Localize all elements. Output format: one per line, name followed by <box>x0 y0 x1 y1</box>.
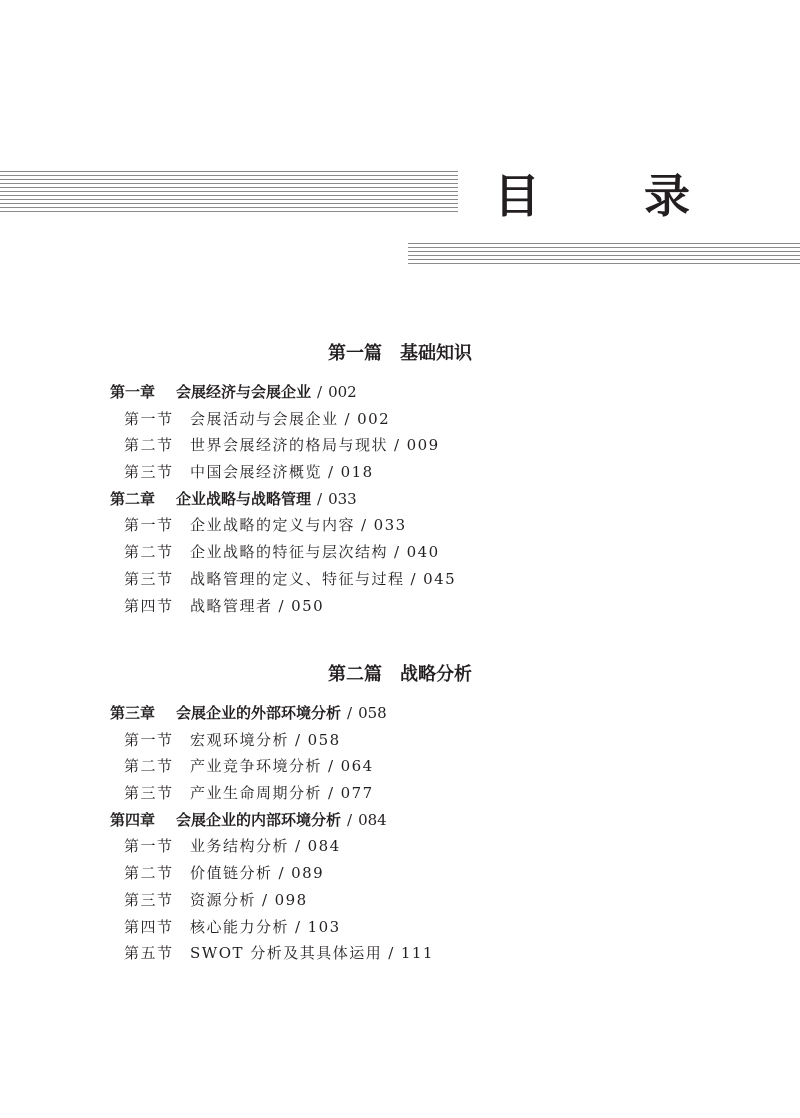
page-separator: / <box>295 837 302 856</box>
section-number: 第三节 <box>124 463 174 482</box>
page-number: 018 <box>340 463 374 482</box>
page-number: 089 <box>291 864 325 883</box>
section-title: 核心能力分析 <box>190 917 290 936</box>
part-heading: 第一篇 基础知识 <box>328 343 472 364</box>
page-separator: / <box>262 890 269 909</box>
section-title: 宏观环境分析 <box>190 730 290 749</box>
page-number: 045 <box>423 569 457 588</box>
section-title: 业务结构分析 <box>190 837 290 856</box>
page-separator: / <box>410 569 418 588</box>
page-separator: / <box>394 543 401 562</box>
page-number: 077 <box>340 784 374 803</box>
section-title: 产业生命周期分析 <box>190 784 323 803</box>
section-number: 第三节 <box>124 784 174 803</box>
page-number: 058 <box>307 730 341 749</box>
page-separator: / <box>361 516 368 535</box>
section-title: SWOT 分析及其具体运用 <box>190 944 383 963</box>
page-separator: / <box>347 810 353 829</box>
section-number: 第三节 <box>124 569 174 588</box>
page-separator: / <box>328 757 335 776</box>
page-separator: / <box>328 463 335 482</box>
section-title: 世界会展经济的格局与现状 <box>190 436 389 455</box>
section-title: 会展活动与会展企业 <box>190 409 339 428</box>
page-separator: / <box>278 864 286 883</box>
page-number: 084 <box>358 810 387 829</box>
chapter-number: 第二章 <box>110 489 156 508</box>
page-separator: / <box>295 730 302 749</box>
toc-section-entry[interactable] <box>0 727 800 754</box>
page-separator: / <box>347 704 353 722</box>
page-number: 103 <box>307 917 341 936</box>
page-number: 058 <box>358 704 387 722</box>
toc-section-entry[interactable] <box>0 539 800 566</box>
toc-section-entry[interactable] <box>0 566 800 593</box>
section-number: 第二节 <box>124 436 174 455</box>
page-separator: / <box>317 489 323 508</box>
toc-section-entry[interactable] <box>0 753 800 780</box>
toc-part-2-entries <box>0 700 800 967</box>
page-number: 098 <box>274 890 308 909</box>
toc-chapter-entry[interactable] <box>0 379 800 406</box>
page-separator: / <box>295 917 302 936</box>
toc-section-entry[interactable] <box>0 887 800 914</box>
toc-chapter-entry[interactable] <box>0 700 800 727</box>
toc-section-entry[interactable] <box>0 432 800 459</box>
section-number: 第一节 <box>124 730 174 749</box>
page-number: 064 <box>340 757 374 776</box>
part-heading: 第二篇 战略分析 <box>328 664 472 685</box>
toc-section-entry[interactable] <box>0 860 800 887</box>
page-separator: / <box>388 944 395 963</box>
chapter-number: 第一章 <box>110 383 156 401</box>
chapter-title: 会展企业的外部环境分析 <box>176 704 342 722</box>
section-title: 中国会展经济概览 <box>190 463 323 482</box>
page-number: 084 <box>307 837 341 856</box>
page-number: 033 <box>373 516 407 535</box>
toc-chapter-entry[interactable] <box>0 807 800 834</box>
section-title: 价值链分析 <box>190 864 273 883</box>
toc-section-entry[interactable] <box>0 914 800 941</box>
toc-part-1-entries <box>0 379 800 619</box>
toc-section-entry[interactable] <box>0 833 800 860</box>
section-number: 第三节 <box>124 890 174 909</box>
page-separator: / <box>317 383 323 401</box>
toc-chapter-entry[interactable] <box>0 486 800 513</box>
page-number: 033 <box>328 489 357 508</box>
page-number: 002 <box>328 383 357 401</box>
page-number: 050 <box>291 596 325 615</box>
section-title: 战略管理者 <box>190 596 273 615</box>
section-number: 第二节 <box>124 543 174 562</box>
section-number: 第一节 <box>124 516 174 535</box>
section-number: 第二节 <box>124 757 174 776</box>
page-separator: / <box>328 784 335 803</box>
section-title: 资源分析 <box>190 890 257 909</box>
toc-section-entry[interactable] <box>0 593 800 620</box>
page-number: 009 <box>406 436 440 455</box>
section-title: 企业战略的特征与层次结构 <box>190 543 389 562</box>
page-separator: / <box>278 596 286 615</box>
page-number: 002 <box>357 409 391 428</box>
chapter-number: 第三章 <box>110 704 156 722</box>
section-number: 第二节 <box>124 864 174 883</box>
section-number: 第四节 <box>124 917 174 936</box>
toc-section-entry[interactable] <box>0 459 800 486</box>
decorative-rules-left <box>0 171 458 215</box>
chapter-title: 企业战略与战略管理 <box>176 489 312 508</box>
chapter-title: 会展经济与会展企业 <box>176 383 312 401</box>
page-number: 111 <box>400 944 434 963</box>
section-number: 第四节 <box>124 596 174 615</box>
section-number: 第一节 <box>124 837 174 856</box>
page-separator: / <box>394 436 401 455</box>
page-title: 目 录 <box>494 169 735 223</box>
toc-section-entry[interactable] <box>0 406 800 433</box>
page-number: 040 <box>406 543 440 562</box>
chapter-title: 会展企业的内部环境分析 <box>176 810 342 829</box>
toc-section-entry[interactable] <box>0 512 800 539</box>
toc-section-entry[interactable] <box>0 780 800 807</box>
section-number: 第五节 <box>124 944 174 963</box>
chapter-number: 第四章 <box>110 810 156 829</box>
toc-section-entry[interactable] <box>0 940 800 967</box>
section-title: 战略管理的定义、特征与过程 <box>190 569 405 588</box>
section-number: 第一节 <box>124 409 174 428</box>
decorative-rules-right <box>408 243 800 267</box>
section-title: 产业竞争环境分析 <box>190 757 323 776</box>
section-title: 企业战略的定义与内容 <box>190 516 356 535</box>
page-separator: / <box>344 409 352 428</box>
